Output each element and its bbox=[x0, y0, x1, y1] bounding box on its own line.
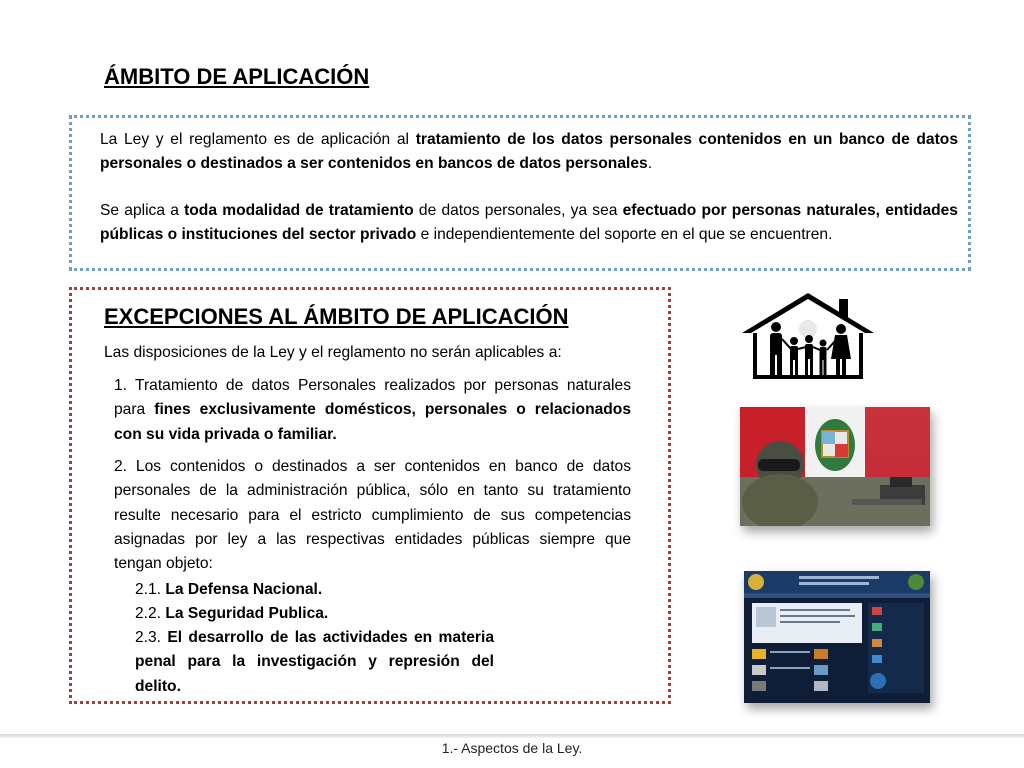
sub-item-seguridad: 2.2. La Seguridad Publica. bbox=[135, 605, 329, 622]
website-screenshot-image bbox=[744, 571, 930, 703]
footer-caption: 1.- Aspectos de la Ley. bbox=[441, 740, 583, 756]
excepciones-intro: Las disposiciones de la Ley y el reglamento no serán aplicables a: bbox=[104, 344, 562, 361]
sub-item-defensa: 2.1. La Defensa Nacional. bbox=[135, 581, 323, 598]
ambito-paragraph-1: La Ley y el reglamento es de aplicación al tratamiento de los datos personales contenidos en un banco de datos personales o destinados a ser contenidos en bancos de datos personales. bbox=[100, 131, 958, 173]
section-title-excepciones: EXCEPCIONES AL ÁMBITO DE APLICACIÓN bbox=[104, 304, 569, 329]
ambito-paragraph-2: Se aplica a toda modalidad de tratamiento de datos personales, ya sea efectuado por personas naturales, entidades públicas o instituciones del sector privado e independientemente del soporte en el que se encuentren. bbox=[100, 202, 958, 244]
exception-item-1: 1. Tratamiento de datos Personales realizados por personas naturales para fines exclusivamente domésticos, personales o relacionados con su vida privada o familiar. bbox=[114, 377, 632, 443]
house-family-icon bbox=[739, 289, 877, 381]
sub-item-penal: 2.3. El desarrollo de las actividades en materia penal para la investigación y represión del delito. bbox=[135, 629, 495, 695]
military-flag-image bbox=[740, 407, 930, 526]
section-title-ambito: ÁMBITO DE APLICACIÓN bbox=[104, 64, 370, 89]
footer-divider bbox=[0, 734, 1024, 738]
exception-item-2: 2. Los contenidos o destinados a ser contenidos en banco de datos personales de la administración pública, sólo en tanto su tratamiento resulte necesario para el estricto cumplimiento de sus competencias asignadas por ley a las respectivas entidades públicas siempre que tengan objeto: bbox=[114, 458, 631, 573]
